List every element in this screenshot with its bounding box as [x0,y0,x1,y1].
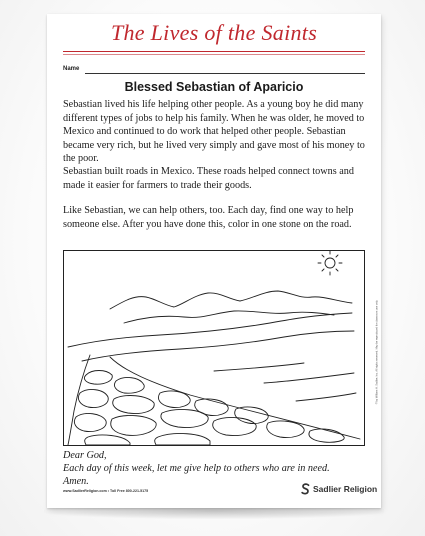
paragraph-roads: Sebastian built roads in Mexico. These roads helped connect towns and made it easier for farmers to trade their goods. [63,166,354,191]
mountains [110,291,352,309]
hills [124,311,334,323]
worksheet-title: Blessed Sebastian of Aparicio [124,80,304,94]
name-line [85,73,365,74]
road-stones [74,371,344,446]
copyright-side-note [374,220,379,484]
footer-website: www.SadlierReligion.com • Toll Free 800-221-5175 [63,489,149,493]
river-lower-bank [82,331,354,361]
title-rule [63,51,365,52]
prayer-line-2: Each day of this week, let me give help to others who are in need. [63,463,330,475]
prayer-line-1: Dear God, [63,450,107,461]
coloring-drawing [63,250,365,446]
copyright-text: © by William H. Sadlier, Inc. All rights reserved. May be reproduced for classroom use only. [375,299,378,405]
brand-logo [301,482,377,496]
series-title: The Lives of the Saints [110,20,318,45]
ground-lines [214,363,356,401]
paragraph-activity: Like Sebastian, we can help others, too. Each day, find one way to help someone else. After you have done this, color in one stone on the road. [63,205,354,230]
prayer-line-3: Amen. [63,476,89,488]
worksheet-sheet [47,14,381,508]
landscape-illustration [64,251,364,445]
sadlier-logo-icon [301,483,310,495]
sun-icon [318,251,342,275]
name-label: Name [63,66,80,72]
paragraph-intro: Sebastian lived his life helping other people. As a young boy he did many different types of jobs to help his family. When he was older, he moved to Mexico and continued to do work that helped other people. Sebastian became very rich, but he lived very simply and gave most of his money to the poor. [63,99,365,165]
title-rule-secondary [63,54,365,55]
river-upper-bank [68,313,352,347]
brand-name: Sadlier Religion [313,484,378,494]
